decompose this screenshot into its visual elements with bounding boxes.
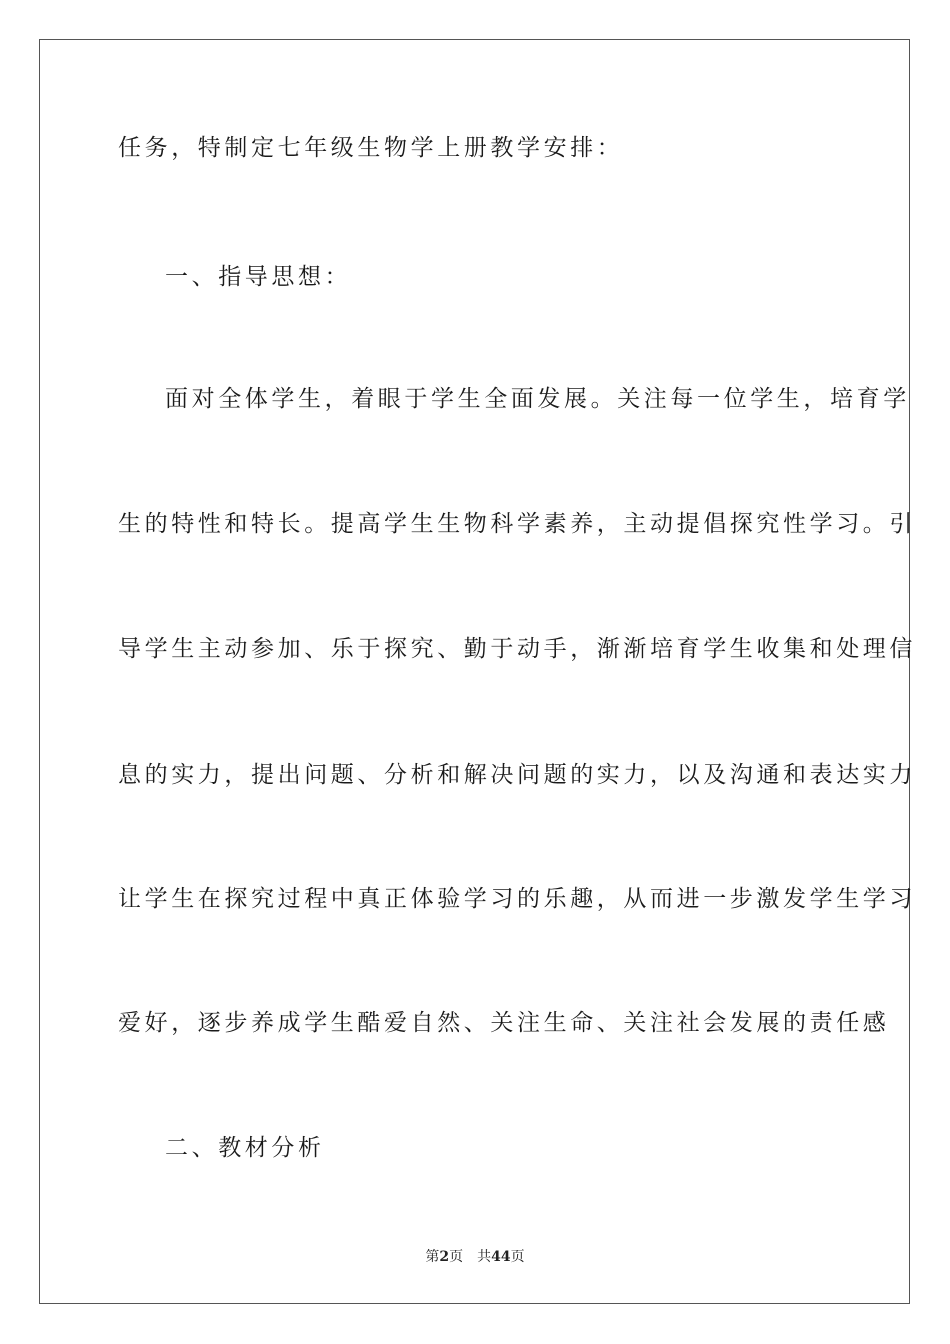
footer-page-prefix: 第 — [425, 1249, 440, 1265]
body-text-line: 让学生在探究过程中真正体验学习的乐趣，从而进一步激发学生学习 — [118, 886, 916, 912]
footer-page-suffix: 页 — [449, 1249, 464, 1265]
body-text-line: 爱好，逐步养成学生酷爱自然、关注生命、关注社会发展的责任感 — [118, 1010, 890, 1036]
page-border — [39, 39, 910, 1304]
body-text-line: 导学生主动参加、乐于探究、勤于动手，渐渐培育学生收集和处理信 — [118, 636, 916, 662]
footer-page-number: 2 — [439, 1249, 450, 1265]
footer-total-pages: 44 — [491, 1249, 511, 1265]
footer-total-suffix: 页 — [510, 1249, 525, 1265]
body-text-line: 生的特性和特长。提高学生生物科学素养，主动提倡探究性学习。引 — [118, 511, 916, 537]
section-heading: 一、指导思想： — [165, 264, 352, 290]
body-text-line: 任务，特制定七年级生物学上册教学安排： — [118, 135, 624, 161]
page-footer — [0, 1248, 950, 1266]
footer-total-prefix: 共 — [477, 1249, 492, 1265]
body-text-line: 面对全体学生，着眼于学生全面发展。关注每一位学生，培育学 — [165, 386, 910, 412]
section-heading: 二、教材分析 — [165, 1135, 325, 1161]
body-text-line: 息的实力，提出问题、分析和解决问题的实力，以及沟通和表达实力 — [118, 762, 916, 788]
